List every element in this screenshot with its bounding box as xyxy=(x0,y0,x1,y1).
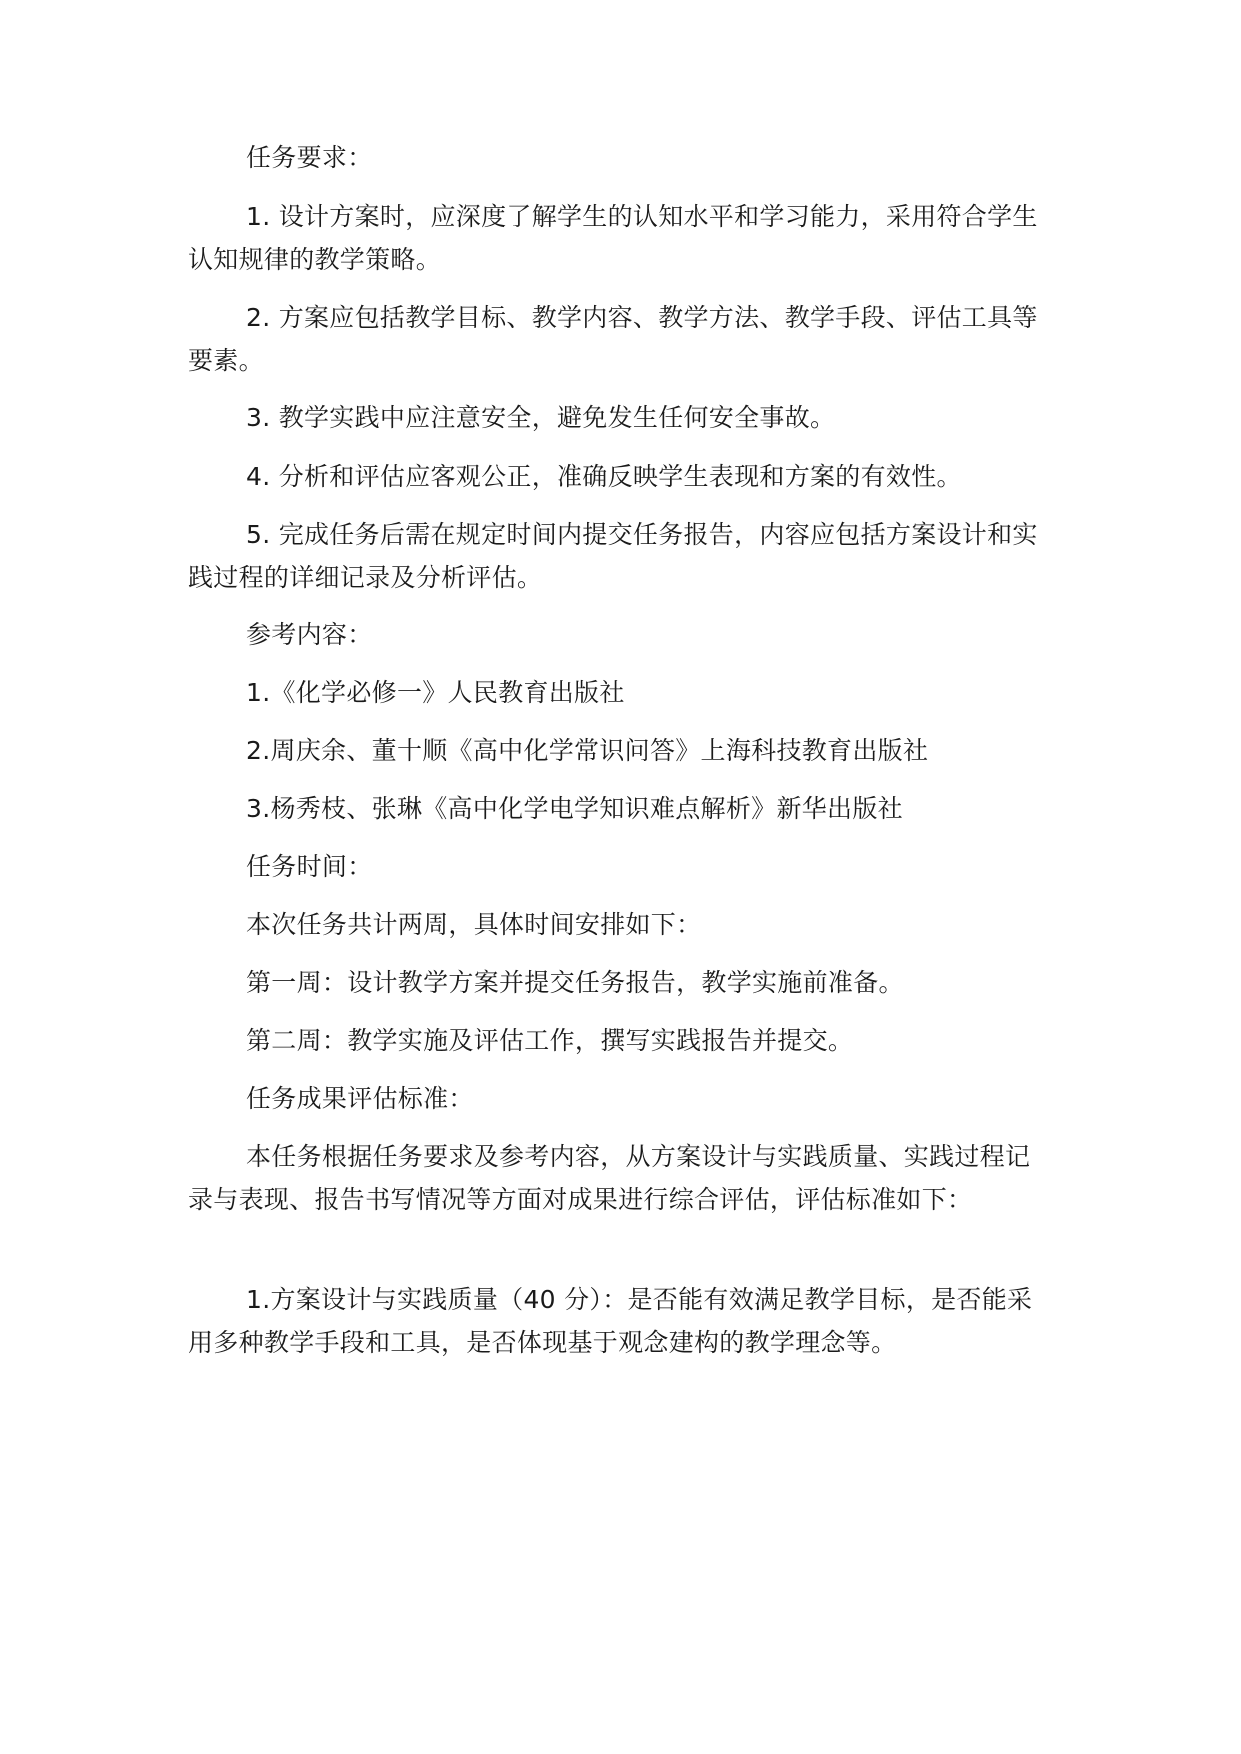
time-intro: 本次任务共计两周，具体时间安排如下： xyxy=(246,910,702,939)
requirement-item-4: 4. 分析和评估应客观公正，准确反映学生表现和方案的有效性。 xyxy=(246,462,962,491)
criteria-heading: 任务成果评估标准： xyxy=(246,1084,474,1113)
reference-item-1: 1.《化学必修一》人民教育出版社 xyxy=(246,678,625,707)
requirement-item-1: 1. 设计方案时，应深度了解学生的认知水平和学习能力，采用符合学生认知规律的教学策略。 xyxy=(188,202,1038,274)
time-heading: 任务时间： xyxy=(246,852,373,881)
time-item-2: 第二周：教学实施及评估工作，撰写实践报告并提交。 xyxy=(246,1026,854,1055)
requirement-item-3: 3. 教学实践中应注意安全，避免发生任何安全事故。 xyxy=(246,403,836,432)
criteria-intro: 本任务根据任务要求及参考内容，从方案设计与实践质量、实践过程记录与表现、报告书写情况等方面对成果进行综合评估，评估标准如下： xyxy=(188,1142,1031,1214)
requirement-item-2: 2. 方案应包括教学目标、教学内容、教学方法、教学手段、评估工具等要素。 xyxy=(188,303,1038,375)
reference-item-2: 2.周庆余、董十顺《高中化学常识问答》上海科技教育出版社 xyxy=(246,736,929,765)
references-heading: 参考内容： xyxy=(246,620,373,649)
reference-item-3: 3.杨秀枝、张琳《高中化学电学知识难点解析》新华出版社 xyxy=(246,794,903,823)
criteria-item-1: 1.方案设计与实践质量（40 分）：是否能有效满足教学目标，是否能采用多种教学手段和工具，是否体现基于观念建构的教学理念等。 xyxy=(188,1285,1033,1357)
requirement-item-5: 5. 完成任务后需在规定时间内提交任务报告，内容应包括方案设计和实践过程的详细记录及分析评估。 xyxy=(188,520,1038,592)
time-item-1: 第一周：设计教学方案并提交任务报告，教学实施前准备。 xyxy=(246,968,904,997)
requirements-heading: 任务要求： xyxy=(246,143,373,172)
